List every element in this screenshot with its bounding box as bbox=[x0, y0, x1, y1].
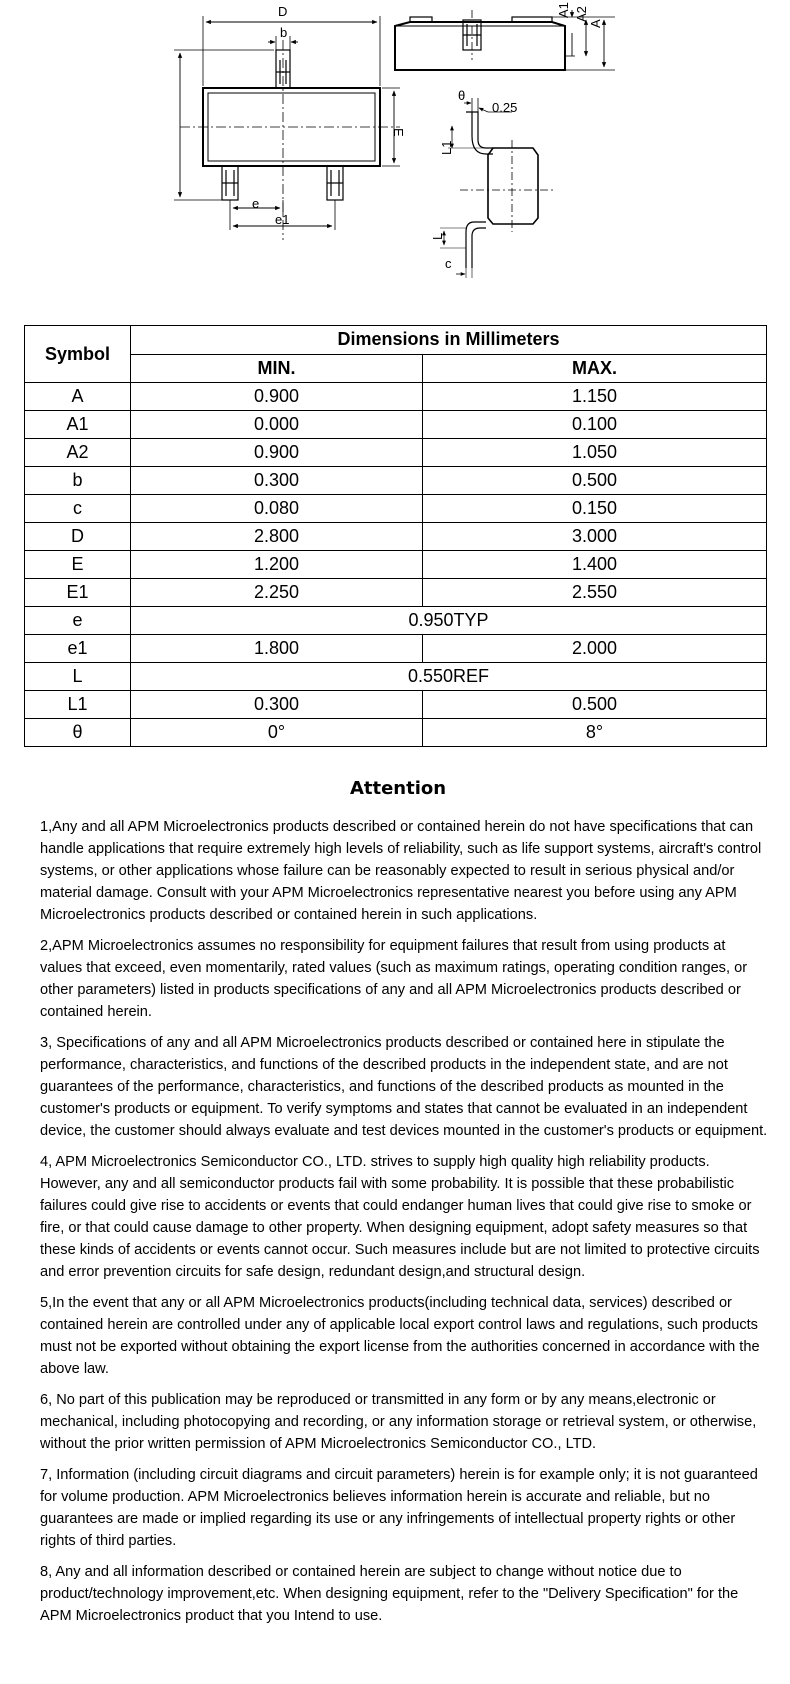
dim-label-c: c bbox=[445, 256, 452, 271]
max-value-cell: 1.150 bbox=[423, 383, 767, 411]
attention-paragraph: 4, APM Microelectronics Semiconductor CO., LTD. strives to supply high quality high reliability products. However, any and all semiconductor products fail with some probability. It is possible that these probabilistic failures could give rise to accidents or events that could endanger human lives that could give rise to smoke or fire, or that could cause damage to other property. When designing equipment, adopt safety measures so that these kinds of accidents or events cannot occur. Such measures include but are not limited to protective circuits and error prevention circuits for safe design, redundant design,and structural design. bbox=[40, 1154, 760, 1280]
min-value-cell: 0° bbox=[131, 719, 423, 747]
table-row bbox=[25, 551, 767, 579]
max-value-cell: 0.100 bbox=[423, 411, 767, 439]
dim-label-theta: θ bbox=[458, 88, 466, 103]
min-value-cell: 0.900 bbox=[131, 383, 423, 411]
dimensions-header: Dimensions in Millimeters bbox=[131, 326, 767, 355]
max-value-cell: 3.000 bbox=[423, 523, 767, 551]
max-value-cell: 1.050 bbox=[423, 439, 767, 467]
min-header: MIN. bbox=[131, 354, 423, 383]
symbol-cell: L1 bbox=[25, 691, 131, 719]
dim-label-E: E bbox=[391, 128, 406, 137]
symbol-cell: E bbox=[25, 551, 131, 579]
symbol-cell: c bbox=[25, 495, 131, 523]
dimensions-table bbox=[24, 325, 767, 747]
attention-paragraph: 8, Any and all information described or contained herein are subject to change without notice due to product/technology improvement,etc. When designing equipment, refer to the "Delivery Specification" for the APM Microelectronics product that you Intend to use. bbox=[40, 1564, 739, 1624]
symbol-cell: A2 bbox=[25, 439, 131, 467]
symbol-cell: E1 bbox=[25, 579, 131, 607]
lead-detail-view bbox=[440, 98, 555, 278]
attention-paragraph: 1,Any and all APM Microelectronics products described or contained herein do not have specifications that can handle applications that require extremely high levels of reliability, such as life support systems, aircraft's control systems, or other applications whose failure can be reasonably expected to result in serious physical and/or material damage. Consult with your APM Microelectronics representative nearest you before using any APM Microelectronics products described or contained herein in such applications. bbox=[40, 819, 762, 923]
max-value-cell: 0.500 bbox=[423, 691, 767, 719]
min-value-cell: 2.800 bbox=[131, 523, 423, 551]
symbol-cell: A1 bbox=[25, 411, 131, 439]
table-row bbox=[25, 579, 767, 607]
dim-label-A: A bbox=[588, 19, 603, 28]
min-value-cell: 1.200 bbox=[131, 551, 423, 579]
max-header: MAX. bbox=[423, 354, 767, 383]
symbol-cell: θ bbox=[25, 719, 131, 747]
dim-label-e: e bbox=[252, 196, 260, 211]
symbol-header: Symbol bbox=[25, 326, 131, 383]
table-row bbox=[25, 467, 767, 495]
attention-paragraph: 6, No part of this publication may be reproduced or transmitted in any form or by any means,electronic or mechanical, including photocopying and recording, or any information storage or retrieval system, or otherwise, without the prior written permission of APM Microelectronics Semiconductor CO., LTD. bbox=[40, 1392, 757, 1452]
min-value-cell: 0.000 bbox=[131, 411, 423, 439]
symbol-cell: L bbox=[25, 663, 131, 691]
table-row bbox=[25, 495, 767, 523]
attention-paragraph: 7, Information (including circuit diagrams and circuit parameters) herein is for example only; it is not guaranteed for volume production. APM Microelectronics believes information herein is accurate and reliable, but no guarantees are made or implied regarding its use or any infringements of intellectual property rights or other rights of third parties. bbox=[40, 1467, 758, 1549]
attention-title: Attention bbox=[349, 778, 447, 799]
symbol-cell: D bbox=[25, 523, 131, 551]
attention-paragraph: 2,APM Microelectronics assumes no responsibility for equipment failures that result from using products at values that exceed, even momentarily, rated values (such as maximum ratings, operating condition ranges, or other parameters) listed in products specifications of any and all APM Microelectronics products described or contained herein. bbox=[40, 938, 748, 1020]
max-value-cell: 0.150 bbox=[423, 495, 767, 523]
dimensions-table-body bbox=[25, 383, 767, 747]
table-row bbox=[25, 439, 767, 467]
max-value-cell: 1.400 bbox=[423, 551, 767, 579]
max-value-cell: 8° bbox=[423, 719, 767, 747]
table-row bbox=[25, 691, 767, 719]
package-outline-diagram bbox=[0, 0, 790, 290]
typical-value-cell: 0.550REF bbox=[131, 663, 767, 691]
table-row bbox=[25, 663, 767, 691]
dim-label-L: L bbox=[430, 232, 445, 240]
dim-label-L1: L1 bbox=[439, 140, 454, 155]
symbol-cell: e bbox=[25, 607, 131, 635]
table-row bbox=[25, 635, 767, 663]
min-value-cell: 1.800 bbox=[131, 635, 423, 663]
max-value-cell: 2.000 bbox=[423, 635, 767, 663]
typical-value-cell: 0.950TYP bbox=[131, 607, 767, 635]
symbol-cell: b bbox=[25, 467, 131, 495]
dim-label-lead-thickness: 0.25 bbox=[492, 100, 518, 115]
dim-label-e1: e1 bbox=[275, 212, 290, 227]
max-value-cell: 2.550 bbox=[423, 579, 767, 607]
symbol-cell: A bbox=[25, 383, 131, 411]
dim-label-A1: A1 bbox=[556, 2, 571, 18]
attention-notes bbox=[40, 816, 768, 1636]
dim-label-D: D bbox=[278, 4, 288, 19]
top-view bbox=[174, 16, 400, 240]
min-value-cell: 2.250 bbox=[131, 579, 423, 607]
attention-paragraph: 3, Specifications of any and all APM Microelectronics products described or contained here in stipulate the performance, characteristics, and functions of the described products in the independent state, and are not guarantees of the performance, characteristics, and functions of the described products as mounted in the customer's products or equipment. To verify symptoms and states that cannot be evaluated in an independent device, the customer should always evaluate and test devices mounted in the customer's products or equipment. bbox=[40, 1035, 768, 1139]
min-value-cell: 0.300 bbox=[131, 467, 423, 495]
attention-paragraph: 5,In the event that any or all APM Microelectronics products(including technical data, services) described or contained herein are controlled under any of applicable local export control laws and regulations, such products must not be exported without obtaining the export license from the authorities concerned in accordance with the above law. bbox=[40, 1295, 760, 1377]
table-row bbox=[25, 719, 767, 747]
dim-label-A2: A2 bbox=[574, 6, 589, 22]
table-row bbox=[25, 523, 767, 551]
max-value-cell: 0.500 bbox=[423, 467, 767, 495]
dim-label-b: b bbox=[280, 25, 288, 40]
min-value-cell: 0.080 bbox=[131, 495, 423, 523]
symbol-cell: e1 bbox=[25, 635, 131, 663]
table-row bbox=[25, 383, 767, 411]
min-value-cell: 0.300 bbox=[131, 691, 423, 719]
table-row bbox=[25, 607, 767, 635]
min-value-cell: 0.900 bbox=[131, 439, 423, 467]
table-row bbox=[25, 411, 767, 439]
